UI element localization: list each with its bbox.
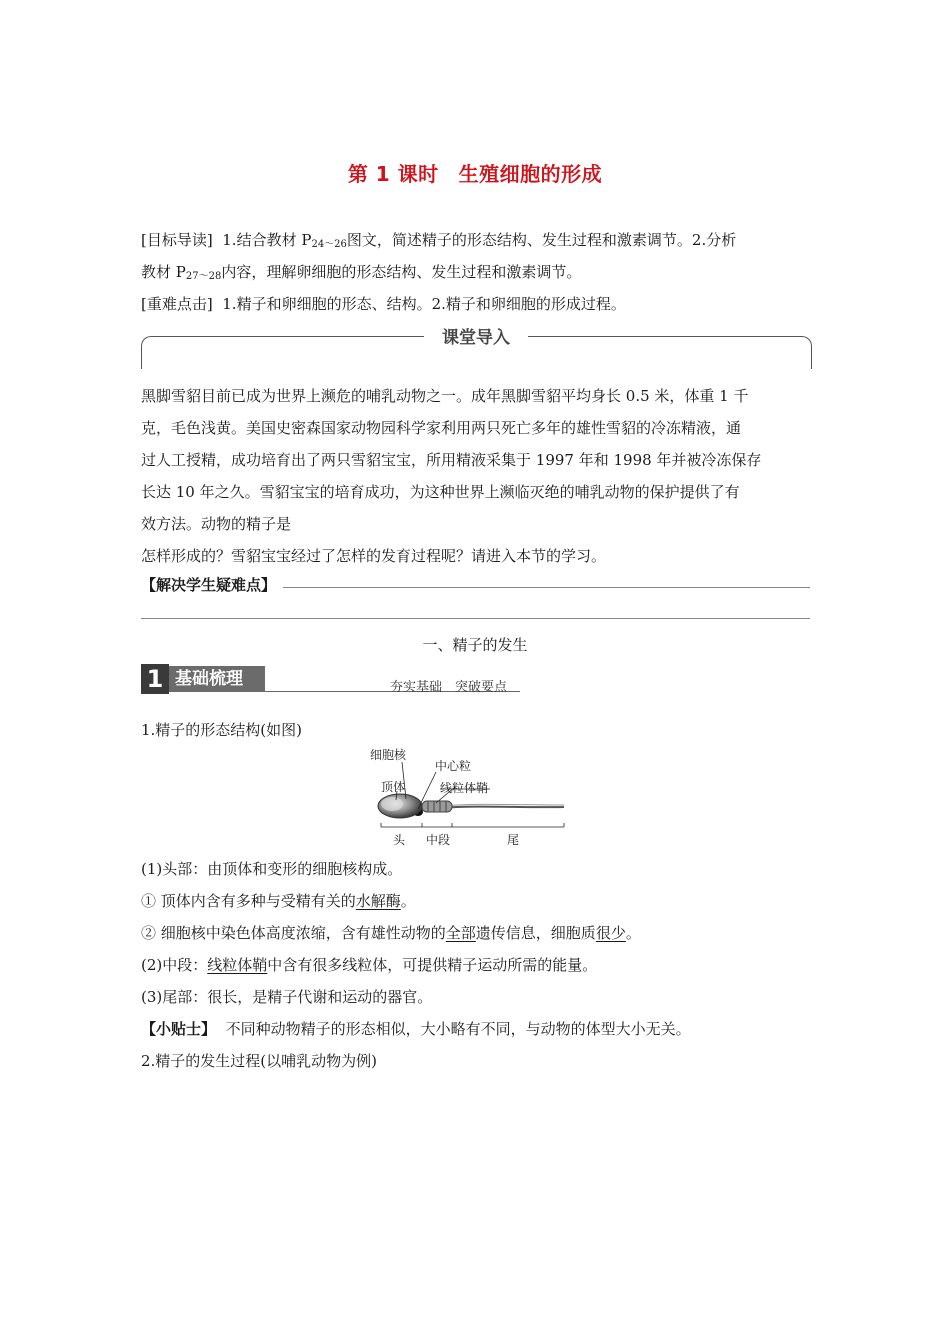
intro-line: 长达 10 年之久。雪貂宝宝的培育成功，为这种世界上濒临灭绝的哺乳动物的保护提供了有 [141,483,740,501]
midpiece-desc: (2)中段：线粒体鞘中含有很多线粒体，可提供精子运动所需的能量。 [141,956,598,974]
mitochondrial-sheath-label: 线粒体鞘 [440,781,489,795]
intro-line: 克，毛色浅黄。美国史密森国家动物园科学家利用两只死亡多年的雄性雪貂的冷冻精液，通 [141,419,742,437]
head-label: 头 [393,833,406,847]
intro-line: 效方法。动物的精子是 [141,515,292,533]
goals-label: [目标导读] [141,231,213,249]
section-heading: 一、精子的发生 [422,636,528,654]
acrosome-label: 顶体 [381,780,406,794]
solve-label: 【解决学生疑难点】 [141,576,277,594]
intro-line: 过人工授精，成功培育出了两只雪貂宝宝，所用精液采集于 1997 年和 1998 年并被冷冻保存 [141,451,762,469]
badge-title: 基础梳理 [175,669,243,689]
sperm-diagram [370,747,570,847]
nucleus-desc: ② 细胞核中染色体高度浓缩，含有雄性动物的全部遗传信息，细胞质很少。 [141,924,641,942]
acrosome-desc: ① 顶体内含有多种与受精有关的水解酶。 [141,892,416,910]
lesson-number: 第 1 课时 [347,162,439,186]
tip-label: 【小贴士】 [141,1020,217,1038]
badge-subtitle: 夯实基础 突破要点 [390,680,508,695]
intro-box-title: 课堂导入 [424,323,528,348]
keypoints-label: [重难点击] [141,295,213,313]
goals-paragraph: [目标导读] 1.结合教材 $P_{24\sim 26}$图文，简述精子的形态结构、发生过程和激素调节。2.分析 [141,231,737,250]
answer-underline: 线粒体鞘 [207,956,268,974]
nucleus-label: 细胞核 [370,748,407,762]
divider [283,587,810,588]
intro-line: 怎样形成的？雪貂宝宝经过了怎样的发育过程呢？请进入本节的学习。 [141,547,607,565]
divider [141,618,810,619]
page-title [0,158,950,187]
tip: 【小贴士】 不同种动物精子的形态相似，大小略有不同，与动物的体型大小无关。 [141,1020,691,1038]
answer-underline: 全部 [445,924,476,942]
answer-underline: 很少 [595,924,626,942]
badge-number: 1 [141,664,169,694]
tail-label: 尾 [507,833,520,847]
item-heading: 1.精子的形态结构(如图) [141,721,303,739]
intro-line: 黑脚雪貂目前已成为世界上濒危的哺乳动物之一。成年黑脚雪貂平均身长 0.5 米，体重 1 千 [141,387,749,405]
item-heading: 2.精子的发生过程(以哺乳动物为例) [141,1052,378,1070]
keypoints-paragraph: [重难点击] 1.精子和卵细胞的形态、结构。2.精子和卵细胞的形成过程。 [141,295,626,313]
intro-text [141,380,813,572]
head-desc: (1)头部：由顶体和变形的细胞核构成。 [141,860,403,878]
answer-underline: 水解酶 [355,892,401,910]
centriole-label: 中心粒 [435,759,472,773]
lesson-topic: 生殖细胞的形成 [458,162,603,186]
tail-desc: (3)尾部：很长，是精子代谢和运动的器官。 [141,988,433,1006]
goals-paragraph-cont: 教材 $P_{27\sim 28}$内容，理解卵细胞的形态结构、发生过程和激素调节。 [141,263,582,282]
midpiece-label: 中段 [426,833,451,847]
